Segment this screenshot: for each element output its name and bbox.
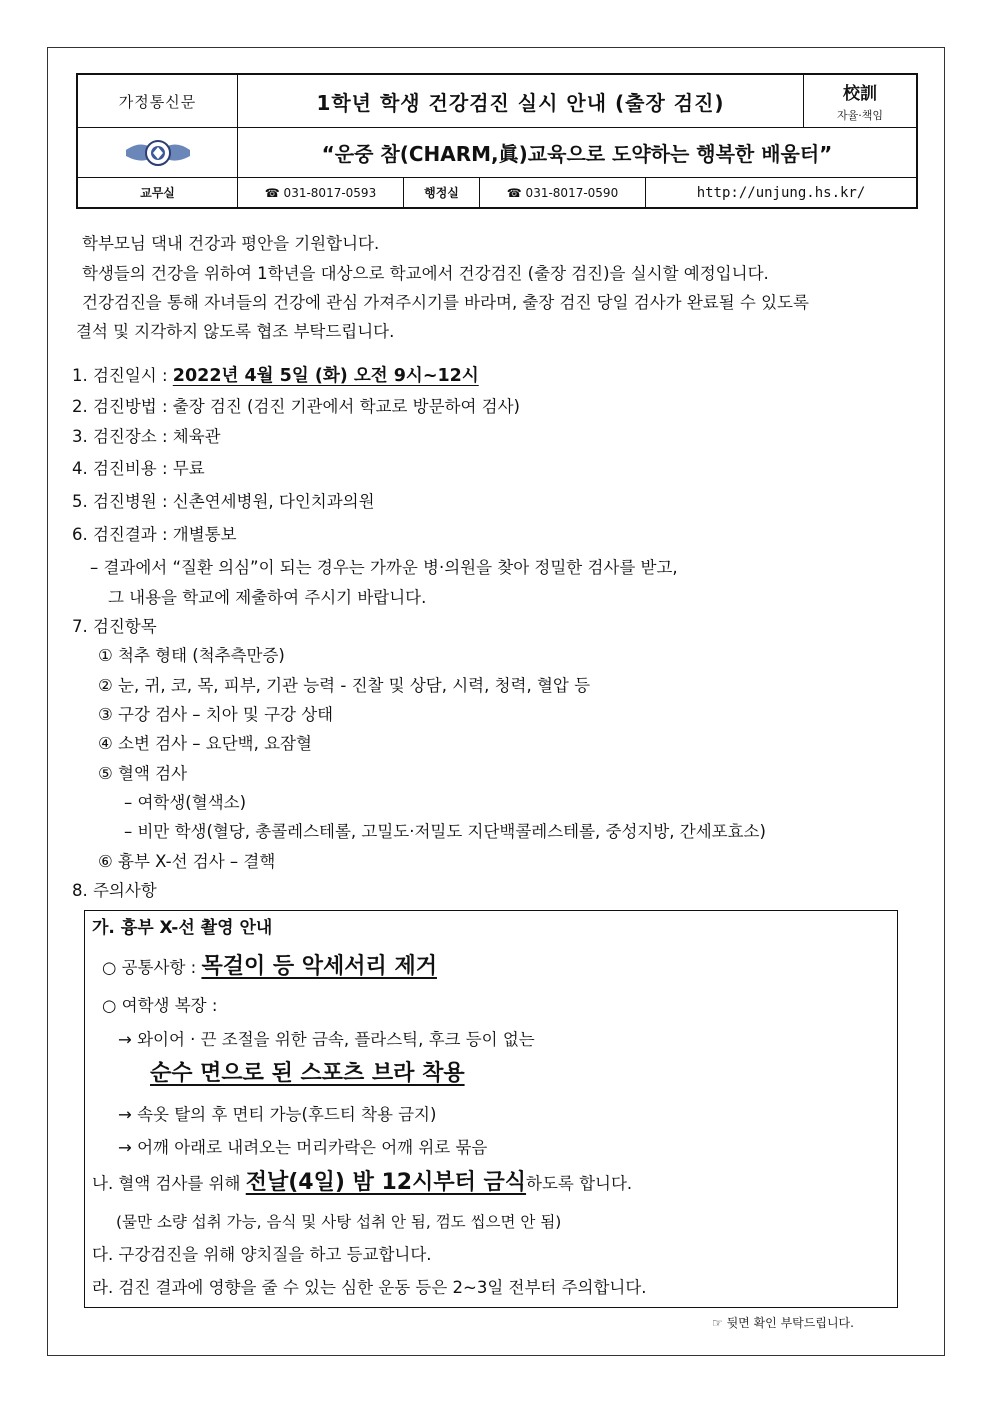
- office2-label: 행정실: [404, 178, 480, 207]
- intro-line: 학생들의 건강을 위하여 1학년을 대상으로 학교에서 건강검진 (출장 검진)을 실시할 예정입니다.: [82, 264, 769, 283]
- school-website[interactable]: http://unjung.hs.kr/: [696, 184, 866, 201]
- caution-b: [92, 1172, 632, 1194]
- office1-label: 교무실: [78, 178, 238, 207]
- list-item: ② 눈, 귀, 코, 목, 피부, 기관 능력 - 진찰 및 상담, 시력, 청력, 혈압 등: [98, 676, 591, 695]
- intro-line: 결석 및 지각하지 않도록 협조 부탁드립니다.: [76, 322, 395, 341]
- list-item: ③ 구강 검사 – 치아 및 구강 상태: [98, 705, 334, 724]
- school-slogan: “운중 참(CHARM,眞)교육으로 도약하는 행복한 배움터”: [321, 142, 833, 166]
- item-cost: 4. 검진비용 : 무료: [72, 459, 205, 478]
- list-subitem: – 비만 학생(혈당, 총콜레스테롤, 고밀도·저밀도 지단백콜레스테롤, 중성지방, 간세포효소): [124, 822, 766, 841]
- caution-female-emph: 순수 면으로 된 스포츠 브라 착용: [150, 1061, 465, 1086]
- caution-female-label: ○ 여학생 복장 :: [102, 996, 218, 1015]
- list-item: ④ 소변 검사 – 요단백, 요잠혈: [98, 734, 312, 753]
- result-note: 그 내용을 학교에 제출하여 주시기 바랍니다.: [108, 588, 427, 607]
- caution-female-line: → 와이어 · 끈 조절을 위한 금속, 플라스틱, 후크 등이 없는: [118, 1030, 535, 1049]
- caution-b-emph: 전날(4일) 밤 12시부터 금식: [245, 1170, 527, 1195]
- letterhead-table: [76, 73, 918, 209]
- intro-line: 학부모님 댁내 건강과 평안을 기원합니다.: [82, 234, 380, 253]
- doc-type: 가정통신문: [78, 75, 238, 127]
- school-motto: [804, 75, 916, 127]
- office2-phone: ☎ 031-8017-0590: [480, 178, 646, 207]
- item-place: 3. 검진장소 : 체육관: [72, 427, 221, 446]
- motto-text: 자율·책임: [836, 109, 883, 122]
- school-emblem-icon: [122, 136, 194, 170]
- item-date: [72, 368, 479, 386]
- date-value: 2022년 4월 5일 (화) 오전 9시~12시: [172, 366, 479, 386]
- item-method: 2. 검진방법 : 출장 검진 (검진 기관에서 학교로 방문하여 검사): [72, 397, 520, 416]
- list-subitem: – 여학생(혈색소): [124, 793, 247, 812]
- caution-c: 다. 구강검진을 위해 양치질을 하고 등교합니다.: [92, 1245, 432, 1264]
- intro-line: 건강검진을 통해 자녀들의 건강에 관심 가져주시기를 바라며, 출장 검진 당일 검사가 완료될 수 있도록: [82, 293, 809, 312]
- school-logo: [78, 128, 238, 177]
- caution-female-line: → 어깨 아래로 내려오는 머리카락은 어깨 위로 묶음: [118, 1138, 488, 1157]
- list-item: ① 척추 형태 (척추측만증): [98, 646, 285, 665]
- caution-a-title: 가. 흉부 X-선 촬영 안내: [92, 918, 273, 938]
- item-caution-title: 8. 주의사항: [72, 881, 157, 900]
- caution-common: [102, 956, 437, 978]
- common-value: 목걸이 등 악세서리 제거: [201, 954, 437, 979]
- office1-phone: ☎ 031-8017-0593: [238, 178, 404, 207]
- list-item: ⑥ 흉부 X-선 검사 – 결핵: [98, 852, 276, 871]
- item-hospital: 5. 검진병원 : 신촌연세병원, 다인치과의원: [72, 492, 375, 511]
- caution-b-suffix: 하도록 합니다.: [526, 1174, 633, 1193]
- caution-b-note: (물만 소량 섭취 가능, 음식 및 사탕 섭취 안 됨, 껌도 씹으면 안 됨): [116, 1213, 562, 1231]
- caution-d: 라. 검진 결과에 영향을 줄 수 있는 심한 운동 등은 2~3일 전부터 주의합니다.: [92, 1278, 647, 1297]
- common-label: ○ 공통사항 :: [102, 958, 202, 977]
- item-result: 6. 검진결과 : 개별통보: [72, 525, 237, 544]
- motto-title: 校訓: [843, 84, 877, 104]
- date-label: 1. 검진일시 :: [72, 366, 173, 385]
- item-list-title: 7. 검진항목: [72, 617, 157, 636]
- caution-b-prefix: 나. 혈액 검사를 위해: [92, 1174, 246, 1193]
- result-note: – 결과에서 “질환 의심”이 되는 경우는 가까운 병·의원을 찾아 정밀한 검사를 받고,: [90, 558, 678, 577]
- caution-female-line: → 속옷 탈의 후 면티 가능(후드티 착용 금지): [118, 1105, 437, 1124]
- list-item: ⑤ 혈액 검사: [98, 764, 188, 783]
- page-title: 1학년 학생 건강검진 실시 안내 (출장 검진): [238, 75, 804, 127]
- footer-note: ☞ 뒷면 확인 부탁드립니다.: [712, 1316, 854, 1330]
